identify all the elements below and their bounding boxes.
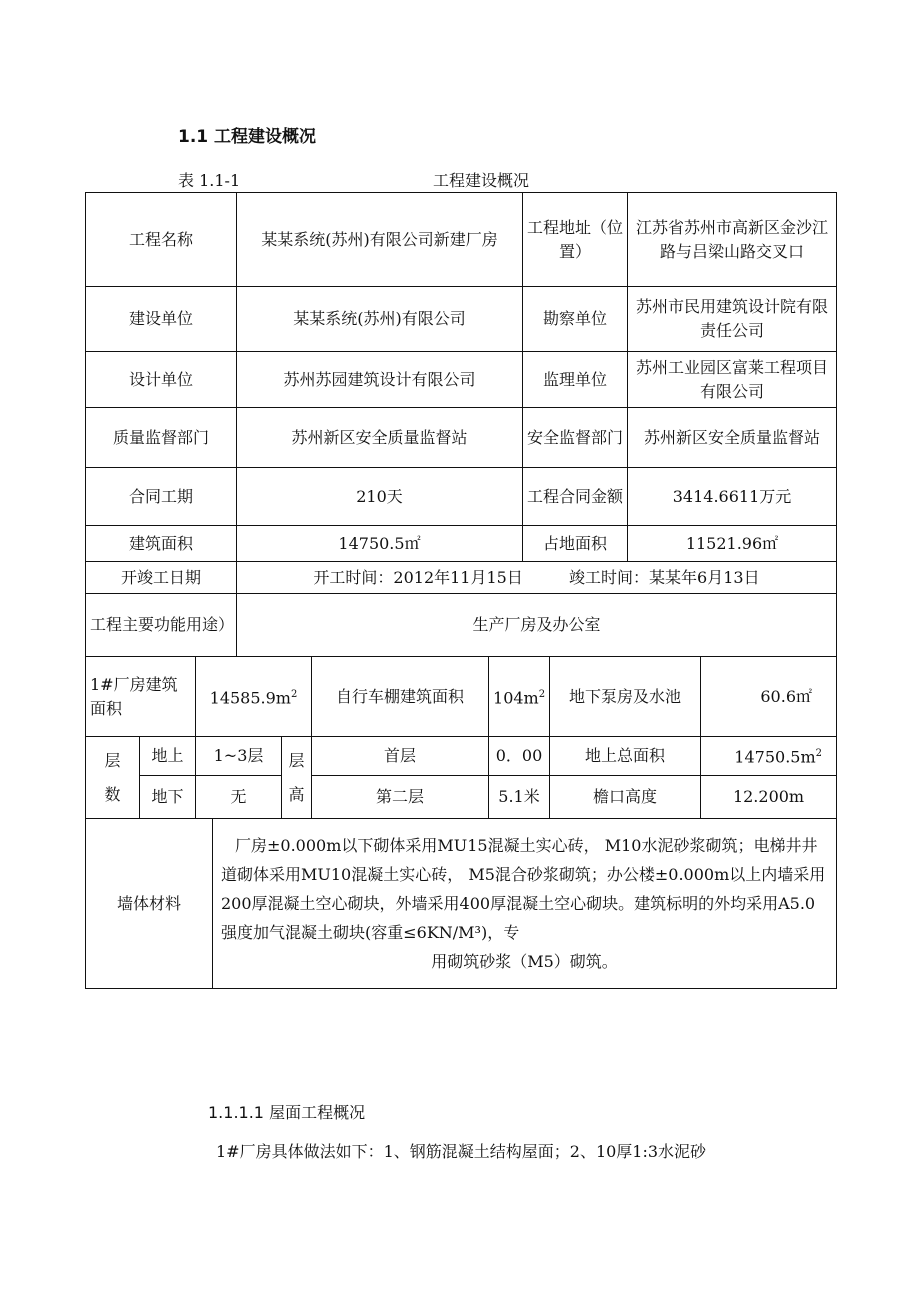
pump-area: 60.6㎡ (701, 657, 837, 737)
eave-label: 檐口高度 (550, 776, 701, 819)
design-label: 设计单位 (86, 352, 237, 408)
land: 11521.96㎡ (628, 526, 837, 562)
period: 210天 (237, 468, 523, 526)
start-date: 开工时间：2012年11月15日 (313, 567, 523, 587)
pump-label: 地下泵房及水池 (550, 657, 701, 737)
dates (237, 562, 837, 594)
subsection-title: 屋面工程概况 (269, 1103, 366, 1122)
safety: 苏州新区安全质量监督站 (628, 408, 837, 468)
builder-label: 建设单位 (86, 287, 237, 352)
total-above: $14750.5m^2$ (701, 737, 837, 776)
amount: 3414.6611万元 (628, 468, 837, 526)
end-date: 竣工时间：某某年6月13日 (569, 567, 760, 587)
land-label: 占地面积 (523, 526, 628, 562)
builder: 某某系统(苏州)有限公司 (237, 287, 523, 352)
survey-label: 勘察单位 (523, 287, 628, 352)
table-caption: 工程建设概况 (433, 171, 530, 190)
wall-label: 墙体材料 (86, 819, 213, 989)
plant-area-label: 1#厂房建筑面积 (86, 657, 196, 737)
second-floor-label: 第二层 (312, 776, 489, 819)
plant-area: $14585.9m^2$ (196, 657, 312, 737)
project-name: 某某系统(苏州)有限公司新建厂房 (237, 193, 523, 287)
wall-material-table (85, 818, 837, 989)
below: 无 (196, 776, 282, 819)
subsection-number: 1.1.1.1 (208, 1103, 264, 1122)
quality: 苏州新区安全质量监督站 (237, 408, 523, 468)
address: 江苏省苏州市高新区金沙江路与吕梁山路交叉口 (628, 193, 837, 287)
address-label: 工程地址（位置） (523, 193, 628, 287)
supervisor: 苏州工业园区富莱工程项目有限公司 (628, 352, 837, 408)
height-label: 层高 (282, 737, 312, 819)
project-info-table (85, 192, 837, 657)
quality-label: 质量监督部门 (86, 408, 237, 468)
above-label: 地上 (140, 737, 196, 776)
bike-area: $104m^2$ (489, 657, 550, 737)
section-heading: 1.1 工程建设概况 (178, 127, 317, 147)
survey: 苏州市民用建筑设计院有限责任公司 (628, 287, 837, 352)
building-area-table (85, 656, 837, 819)
period-label: 合同工期 (86, 468, 237, 526)
eave: 12.200m (701, 776, 837, 819)
area-label: 建筑面积 (86, 526, 237, 562)
floors-label: 层数 (86, 737, 140, 819)
table-number: 表 1.1-1 (178, 171, 241, 190)
usage: 生产厂房及办公室 (237, 594, 837, 657)
second-floor: 5.1米 (489, 776, 550, 819)
area: 14750.5㎡ (237, 526, 523, 562)
below-label: 地下 (140, 776, 196, 819)
project-name-label: 工程名称 (86, 193, 237, 287)
design: 苏州苏园建筑设计有限公司 (237, 352, 523, 408)
usage-label: 工程主要功能用途） (86, 594, 237, 657)
paragraph: 1#厂房具体做法如下：1、钢筋混凝土结构屋面；2、10厚1:3水泥砂 (216, 1142, 707, 1161)
first-floor: 0．00 (489, 737, 550, 776)
amount-label: 工程合同金额 (523, 468, 628, 526)
bike-label: 自行车棚建筑面积 (312, 657, 489, 737)
first-floor-label: 首层 (312, 737, 489, 776)
dates-label: 开竣工日期 (86, 562, 237, 594)
total-above-label: 地上总面积 (550, 737, 701, 776)
supervisor-label: 监理单位 (523, 352, 628, 408)
safety-label: 安全监督部门 (523, 408, 628, 468)
subsection-heading (208, 1100, 365, 1123)
wall-text: 厂房±0.000m以下砌体采用MU15混凝土实心砖， M10水泥砂浆砌筑；电梯井井道砌体采用MU10混凝土实心砖， M5混合砂浆砌筑；办公楼±0.000m以上内墙采用200厚混凝土空心砌块，外墙采用400厚混凝土空心砌块。建筑标明的外均采用A5.0强度加气混凝土砌块(容重≤6KN/M³)，专 用砌筑砂浆（M5）砌筑。 (213, 819, 837, 989)
above: 1~3层 (196, 737, 282, 776)
